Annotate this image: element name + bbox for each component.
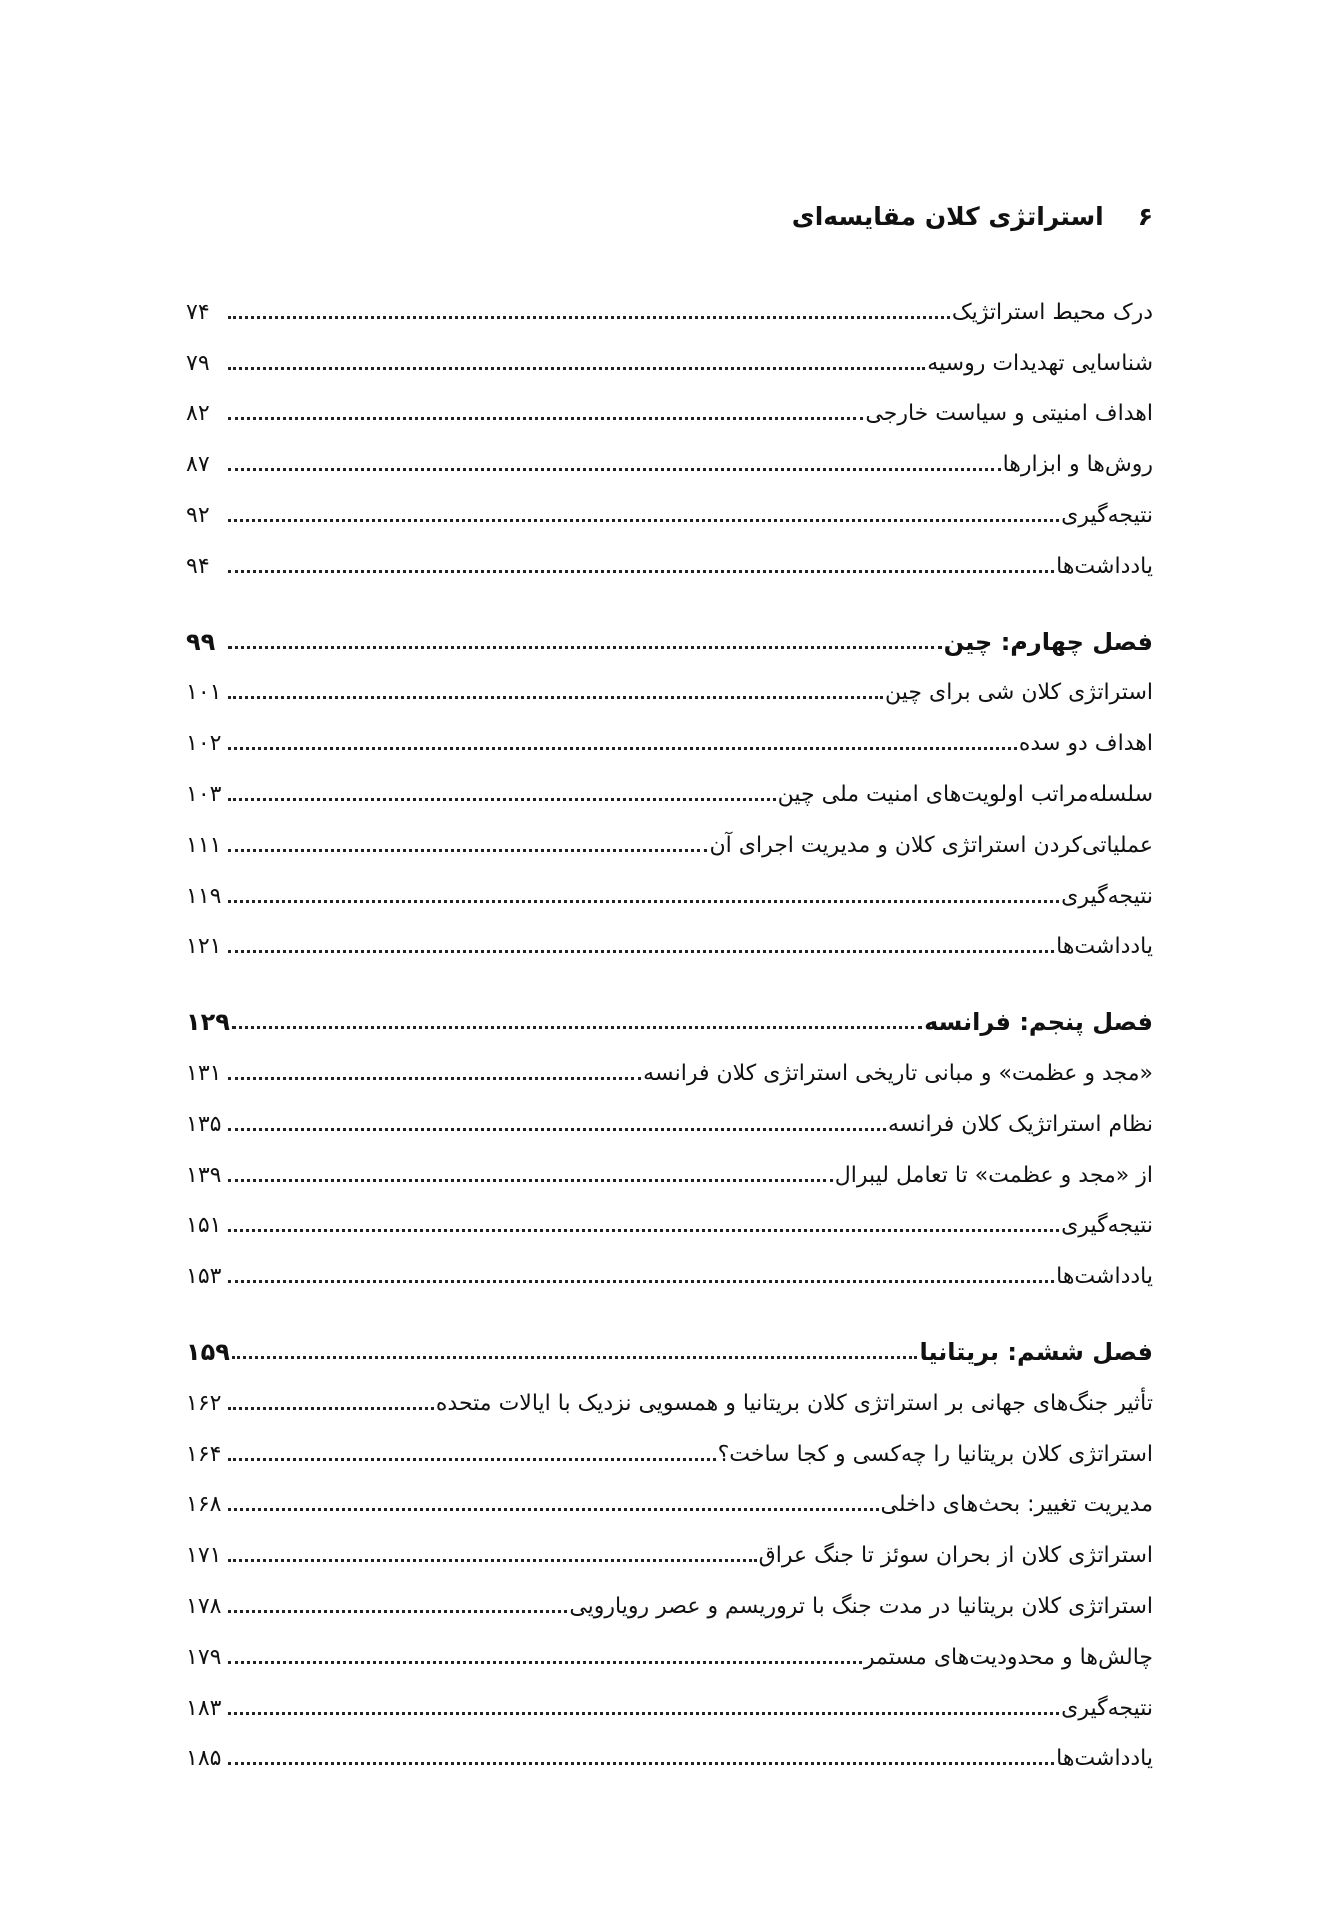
- toc-entry-page: ۱۶۲: [186, 1390, 222, 1416]
- dot-leader: [228, 417, 863, 420]
- toc-entry-page: ۹۹: [186, 627, 216, 656]
- toc-entry-page: ۱۳۱: [186, 1060, 222, 1086]
- dot-leader: [228, 1407, 434, 1410]
- toc-entry[interactable]: [186, 1419, 1153, 1470]
- toc-entry-page: ۱۰۳: [186, 781, 222, 807]
- toc-entry-label: یادداشت‌ها: [1056, 553, 1153, 579]
- toc-entry-label: از «مجد و عظمت» تا تعامل لیبرال: [834, 1162, 1153, 1188]
- toc-entry[interactable]: [186, 1470, 1153, 1521]
- toc-entry-label: «مجد و عظمت» و مبانی تاریخی استراتژی کلان فرانسه: [643, 1060, 1153, 1086]
- toc-entry[interactable]: [186, 1571, 1153, 1622]
- dot-leader: [228, 468, 1001, 471]
- toc-entry-page: ۱۰۱: [186, 680, 222, 706]
- dot-leader: [228, 1077, 641, 1080]
- toc-entry-page: ۱۵۱: [186, 1213, 222, 1239]
- toc-entry[interactable]: [186, 810, 1153, 861]
- toc-entry-label: اهداف دو سده: [1018, 731, 1153, 757]
- toc-entry-label: چالش‌ها و محدودیت‌های مستمر: [863, 1644, 1153, 1670]
- toc-entry-page: ۹۲: [186, 502, 210, 528]
- toc-entry-page: ۱۵۹: [186, 1337, 230, 1366]
- toc-entry-page: ۱۷۹: [186, 1644, 222, 1670]
- dot-leader: [232, 1026, 922, 1029]
- dot-leader: [232, 1356, 918, 1359]
- section-gap: [186, 582, 1153, 607]
- dot-leader: [228, 1712, 1059, 1715]
- toc-entry[interactable]: [186, 1140, 1153, 1191]
- toc-entry-page: ۱۳۹: [186, 1162, 222, 1188]
- toc-chapter-heading[interactable]: [186, 1317, 1153, 1368]
- toc-entry-label: استراتژی کلان بریتانیا را چه‌کسی و کجا ساخت؟: [717, 1441, 1153, 1467]
- toc-entry[interactable]: [186, 480, 1153, 531]
- toc-entry-page: ۱۱۹: [186, 883, 222, 909]
- toc-entry-label: درک محیط استراتژیک: [951, 299, 1153, 325]
- toc-entry-page: ۱۷۸: [186, 1593, 222, 1619]
- toc-entry[interactable]: [186, 1673, 1153, 1724]
- dot-leader: [228, 849, 707, 852]
- toc-entry-label: یادداشت‌ها: [1056, 1264, 1153, 1290]
- toc-entry[interactable]: [186, 1520, 1153, 1571]
- section-gap: [186, 1292, 1153, 1317]
- toc-entry-page: ۱۸۵: [186, 1746, 222, 1772]
- toc-entry[interactable]: [186, 708, 1153, 759]
- dot-leader: [228, 900, 1059, 903]
- dot-leader: [228, 798, 776, 801]
- dot-leader: [228, 316, 950, 319]
- toc-entry[interactable]: [186, 1724, 1153, 1775]
- toc-entry-page: ۱۸۳: [186, 1695, 222, 1721]
- toc-entry-label: نتیجه‌گیری: [1061, 1213, 1153, 1239]
- toc-entry[interactable]: [186, 1038, 1153, 1089]
- table-of-contents: [186, 277, 1153, 1774]
- toc-entry-page: ۷۴: [186, 299, 210, 325]
- dot-leader: [228, 747, 1017, 750]
- toc-entry[interactable]: [186, 379, 1153, 430]
- toc-chapter-heading[interactable]: [186, 987, 1153, 1038]
- toc-entry[interactable]: [186, 1241, 1153, 1292]
- toc-entry-label: نتیجه‌گیری: [1061, 883, 1153, 909]
- toc-entry-label: تأثیر جنگ‌های جهانی بر استراتژی کلان بریتانیا و همسویی نزدیک با ایالات متحده: [435, 1390, 1153, 1416]
- dot-leader: [228, 646, 942, 649]
- section-gap: [186, 962, 1153, 987]
- book-title: استراتژی کلان مقایسه‌ای: [791, 201, 1104, 231]
- toc-entry[interactable]: [186, 1368, 1153, 1419]
- dot-leader: [228, 1610, 567, 1613]
- toc-entry[interactable]: [186, 277, 1153, 328]
- toc-entry-label: اهداف امنیتی و سیاست خارجی: [865, 401, 1153, 427]
- toc-entry-label: نظام استراتژیک کلان فرانسه: [887, 1111, 1153, 1137]
- toc-entry-label: مدیریت تغییر: بحث‌های داخلی: [880, 1492, 1153, 1518]
- toc-entry-label: شناسایی تهدیدات روسیه: [927, 350, 1153, 376]
- toc-entry-label: استراتژی کلان از بحران سوئز تا جنگ عراق: [758, 1543, 1153, 1569]
- toc-entry[interactable]: [186, 1622, 1153, 1673]
- dot-leader: [228, 367, 925, 370]
- toc-entry[interactable]: [186, 531, 1153, 582]
- dot-leader: [228, 1179, 833, 1182]
- toc-entry-label: سلسله‌مراتب اولویت‌های امنیت ملی چین: [777, 781, 1153, 807]
- dot-leader: [228, 1508, 879, 1511]
- dot-leader: [228, 1229, 1059, 1232]
- toc-entry[interactable]: [186, 861, 1153, 912]
- toc-entry[interactable]: [186, 1191, 1153, 1242]
- toc-entry-page: ۱۷۱: [186, 1543, 222, 1569]
- toc-entry-label: استراتژی کلان شی برای چین: [885, 680, 1153, 706]
- toc-entry-label: نتیجه‌گیری: [1061, 502, 1153, 528]
- toc-entry-label: استراتژی کلان بریتانیا در مدت جنگ با تروریسم و عصر رویارویی: [569, 1593, 1153, 1619]
- dot-leader: [228, 950, 1054, 953]
- toc-entry-page: ۸۲: [186, 401, 210, 427]
- running-head: [186, 196, 1153, 236]
- toc-entry-page: ۱۳۵: [186, 1111, 222, 1137]
- toc-entry-label: عملیاتی‌کردن استراتژی کلان و مدیریت اجرای آن: [709, 832, 1153, 858]
- toc-entry[interactable]: [186, 658, 1153, 709]
- toc-entry-label: روش‌ها و ابزارها: [1002, 452, 1153, 478]
- toc-chapter-heading[interactable]: [186, 607, 1153, 658]
- toc-entry[interactable]: [186, 912, 1153, 963]
- toc-entry-page: ۱۰۲: [186, 731, 222, 757]
- toc-entry-label: فصل پنجم: فرانسه: [924, 1008, 1153, 1037]
- toc-entry[interactable]: [186, 328, 1153, 379]
- toc-entry-label: نتیجه‌گیری: [1061, 1695, 1153, 1721]
- dot-leader: [228, 1280, 1054, 1283]
- dot-leader: [228, 519, 1059, 522]
- toc-entry[interactable]: [186, 1089, 1153, 1140]
- page-number: ۶: [1137, 201, 1153, 231]
- toc-entry-page: ۱۵۳: [186, 1264, 222, 1290]
- toc-entry[interactable]: [186, 759, 1153, 810]
- toc-entry-page: ۹۴: [186, 553, 210, 579]
- toc-entry-page: ۱۱۱: [186, 832, 222, 858]
- toc-entry-label: یادداشت‌ها: [1056, 1746, 1153, 1772]
- toc-entry-page: ۱۶۸: [186, 1492, 222, 1518]
- toc-entry-page: ۱۲۹: [186, 1008, 230, 1037]
- toc-entry[interactable]: [186, 429, 1153, 480]
- dot-leader: [228, 1458, 716, 1461]
- dot-leader: [228, 1762, 1054, 1765]
- toc-entry-page: ۱۶۴: [186, 1441, 222, 1467]
- toc-entry-label: فصل چهارم: چین: [943, 627, 1153, 656]
- toc-entry-page: ۱۲۱: [186, 934, 222, 960]
- toc-entry-page: ۸۷: [186, 452, 210, 478]
- toc-entry-label: یادداشت‌ها: [1056, 934, 1153, 960]
- dot-leader: [228, 1559, 757, 1562]
- toc-entry-label: فصل ششم: بریتانیا: [919, 1337, 1153, 1366]
- dot-leader: [228, 570, 1054, 573]
- dot-leader: [228, 696, 883, 699]
- dot-leader: [228, 1661, 862, 1664]
- toc-entry-page: ۷۹: [186, 350, 210, 376]
- dot-leader: [228, 1128, 886, 1131]
